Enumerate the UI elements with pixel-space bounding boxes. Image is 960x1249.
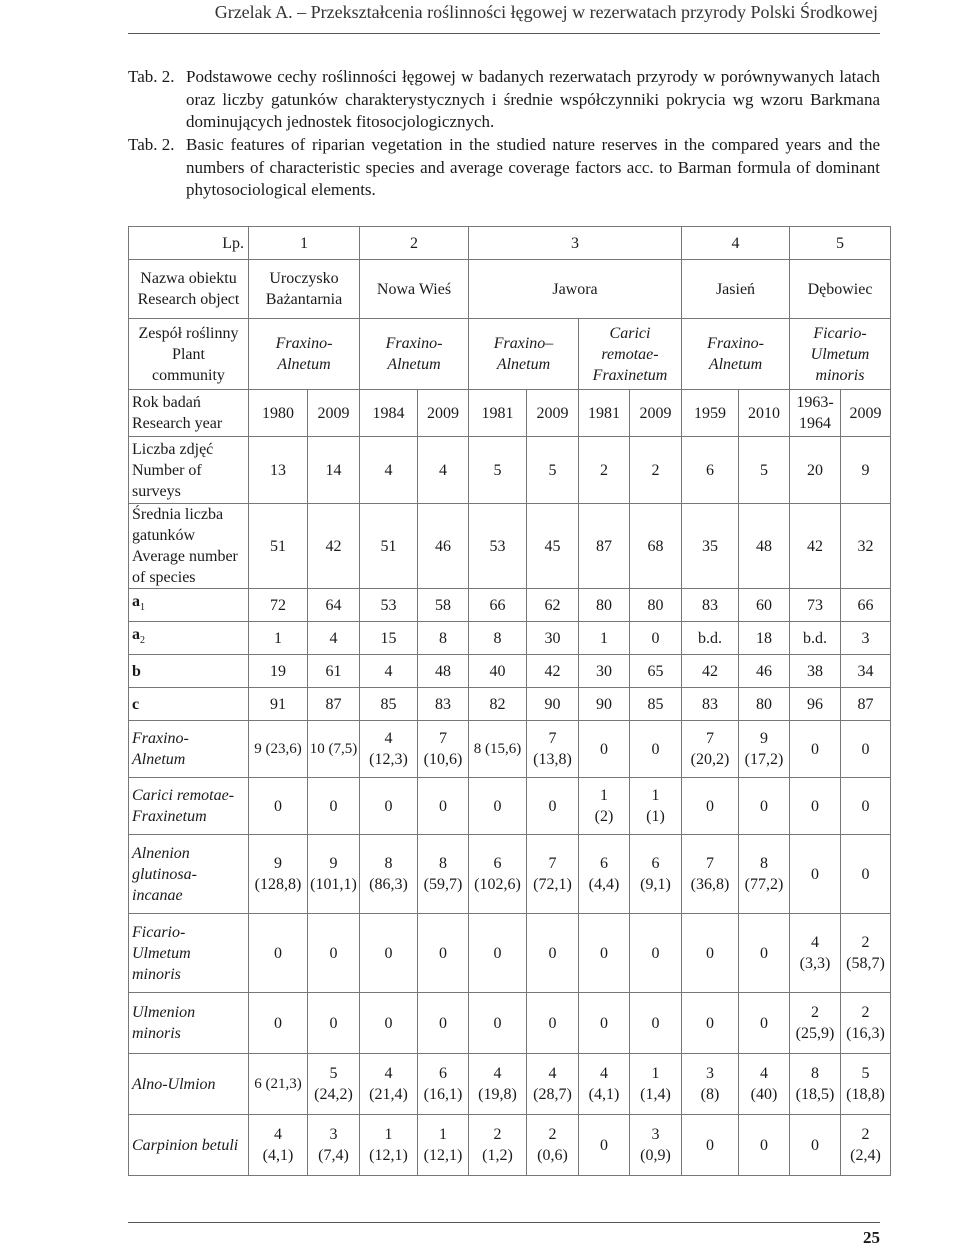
lp-num: 4: [682, 227, 790, 260]
lp-num: 5: [790, 227, 891, 260]
research-year-row: [129, 390, 891, 437]
ficario-row: [129, 914, 891, 993]
a2-row: [129, 622, 891, 655]
caption-polish: [128, 66, 880, 134]
a2-cell: 1: [249, 622, 308, 655]
a1-cell: 80: [630, 589, 682, 622]
a1-cell: 64: [308, 589, 360, 622]
a2-cell: 8: [418, 622, 469, 655]
species-cell: 0: [682, 993, 739, 1054]
species-cell: 4 (28,7): [527, 1054, 579, 1115]
caption-pl-label: Tab. 2.: [128, 67, 175, 86]
species-cell: 0: [249, 993, 308, 1054]
community-name: Fraxino- Alnetum: [682, 319, 790, 390]
species-cell: 7 (36,8): [682, 835, 739, 914]
surveys-cell: 14: [308, 437, 360, 504]
a1-cell: 60: [739, 589, 790, 622]
surveys-cell: 4: [360, 437, 418, 504]
row-label: Fraxino- Alnetum: [129, 721, 249, 778]
species-cell: 0: [418, 914, 469, 993]
avg-species-cell: 48: [739, 504, 790, 589]
c-cell: 82: [469, 688, 527, 721]
species-cell: 0: [630, 914, 682, 993]
species-cell: 0: [249, 914, 308, 993]
alno-ulmion-row: [129, 1054, 891, 1115]
object-name: Dębowiec: [790, 260, 891, 319]
species-cell: 4 (19,8): [469, 1054, 527, 1115]
a2-cell: 15: [360, 622, 418, 655]
species-cell: 2 (1,2): [469, 1115, 527, 1176]
a2-cell: 4: [308, 622, 360, 655]
avg-species-cell: 68: [630, 504, 682, 589]
row-label: Ficario- Ulmetum minoris: [129, 914, 249, 993]
species-cell: 0: [630, 993, 682, 1054]
species-cell: 1 (1,4): [630, 1054, 682, 1115]
species-cell: 0: [739, 993, 790, 1054]
b-cell: 42: [682, 655, 739, 688]
a1-cell: 73: [790, 589, 841, 622]
row-label: Ulmenion minoris: [129, 993, 249, 1054]
surveys-cell: 20: [790, 437, 841, 504]
lp-label: Lp.: [129, 227, 249, 260]
c-cell: 96: [790, 688, 841, 721]
c-cell: 90: [579, 688, 630, 721]
surveys-cell: 13: [249, 437, 308, 504]
year-cell: 1959: [682, 390, 739, 437]
row-label: Liczba zdjęć Number of surveys: [129, 437, 249, 504]
species-cell: 1 (1): [630, 778, 682, 835]
object-name: Jasień: [682, 260, 790, 319]
community-name: Ficario- Ulmetum minoris: [790, 319, 891, 390]
species-cell: 0: [682, 1115, 739, 1176]
species-cell: 6 (9,1): [630, 835, 682, 914]
species-cell: 8 (59,7): [418, 835, 469, 914]
species-cell: 0: [579, 914, 630, 993]
species-cell: 0: [790, 835, 841, 914]
species-cell: 0: [418, 778, 469, 835]
lp-num: 2: [360, 227, 469, 260]
species-cell: 8 (18,5): [790, 1054, 841, 1115]
vegetation-table: [128, 226, 891, 1176]
species-cell: 9 (128,8): [249, 835, 308, 914]
a1-cell: 72: [249, 589, 308, 622]
c-cell: 83: [682, 688, 739, 721]
b-cell: 30: [579, 655, 630, 688]
species-cell: 0: [527, 778, 579, 835]
caption-en-label: Tab. 2.: [128, 135, 175, 154]
avg-species-cell: 32: [841, 504, 891, 589]
species-cell: 0: [579, 993, 630, 1054]
running-header: Grzelak A. – Przekształcenia roślinności łęgowej w rezerwatach przyrody Polski Środkowej: [214, 2, 878, 22]
surveys-cell: 5: [739, 437, 790, 504]
a2-cell: b.d.: [790, 622, 841, 655]
species-cell: 0: [682, 778, 739, 835]
a2-cell: 3: [841, 622, 891, 655]
c-cell: 80: [739, 688, 790, 721]
species-cell: 0: [739, 778, 790, 835]
surveys-cell: 9: [841, 437, 891, 504]
c-cell: 85: [630, 688, 682, 721]
community-name: Fraxino- Alnetum: [360, 319, 469, 390]
fraxino-alnetum-row: [129, 721, 891, 778]
species-cell: 0: [469, 914, 527, 993]
species-cell: 0: [630, 721, 682, 778]
species-cell: 0: [841, 721, 891, 778]
b-cell: 4: [360, 655, 418, 688]
a1-cell: 58: [418, 589, 469, 622]
c-cell: 83: [418, 688, 469, 721]
lp-num: 3: [469, 227, 682, 260]
species-cell: 6 (102,6): [469, 835, 527, 914]
species-cell: 3 (0,9): [630, 1115, 682, 1176]
year-cell: 2010: [739, 390, 790, 437]
c-cell: 91: [249, 688, 308, 721]
species-cell: 4 (4,1): [249, 1115, 308, 1176]
surveys-cell: 4: [418, 437, 469, 504]
year-cell: 1963- 1964: [790, 390, 841, 437]
year-cell: 2009: [308, 390, 360, 437]
b-cell: 46: [739, 655, 790, 688]
avg-species-cell: 46: [418, 504, 469, 589]
surveys-cell: 2: [579, 437, 630, 504]
header-rule: [128, 33, 880, 34]
species-cell: 0: [469, 778, 527, 835]
species-cell: 7 (72,1): [527, 835, 579, 914]
alnenion-row: [129, 835, 891, 914]
object-name: Uroczysko Bażantarnia: [249, 260, 360, 319]
species-cell: 0: [527, 993, 579, 1054]
b-row: [129, 655, 891, 688]
year-cell: 2009: [630, 390, 682, 437]
species-cell: 9 (17,2): [739, 721, 790, 778]
species-cell: 0: [739, 914, 790, 993]
b-cell: 42: [527, 655, 579, 688]
species-cell: 0: [790, 778, 841, 835]
species-cell: 2 (0,6): [527, 1115, 579, 1176]
row-label: Rok badań Research year: [129, 390, 249, 437]
surveys-cell: 6: [682, 437, 739, 504]
a1-cell: 53: [360, 589, 418, 622]
species-cell: 0: [308, 993, 360, 1054]
b-cell: 19: [249, 655, 308, 688]
species-cell: 1 (2): [579, 778, 630, 835]
year-cell: 1984: [360, 390, 418, 437]
avg-species-cell: 35: [682, 504, 739, 589]
a1-cell: 83: [682, 589, 739, 622]
avg-species-cell: 53: [469, 504, 527, 589]
avg-species-cell: 45: [527, 504, 579, 589]
species-cell: 8 (77,2): [739, 835, 790, 914]
row-label: Carici remotae- Fraxinetum: [129, 778, 249, 835]
c-cell: 90: [527, 688, 579, 721]
species-cell: 6 (16,1): [418, 1054, 469, 1115]
b-cell: 65: [630, 655, 682, 688]
species-cell: 0: [527, 914, 579, 993]
surveys-cell: 5: [469, 437, 527, 504]
row-label: Średnia liczba gatunków Average number of species: [129, 504, 249, 589]
avg-species-cell: 87: [579, 504, 630, 589]
lp-num: 1: [249, 227, 360, 260]
caption-pl-text: Podstawowe cechy roślinności łęgowej w badanych rezerwatach przyrody w porównywanych latach oraz liczby gatunków charakterystycznych i średnie współczynniki pokrycia wg wzoru Barkmana dominujących jednostek fitosocjologicznych.: [186, 67, 880, 131]
number-of-surveys-row: [129, 437, 891, 504]
ulmenion-row: [129, 993, 891, 1054]
row-label: Alno-Ulmion: [129, 1054, 249, 1115]
carpinion-row: [129, 1115, 891, 1176]
species-cell: 0: [308, 778, 360, 835]
a1-cell: 66: [841, 589, 891, 622]
row-label: c: [129, 688, 249, 721]
species-cell: 7 (10,6): [418, 721, 469, 778]
avg-species-cell: 42: [308, 504, 360, 589]
a1-row: [129, 589, 891, 622]
species-cell: 0: [739, 1115, 790, 1176]
year-cell: 2009: [418, 390, 469, 437]
year-cell: 1981: [469, 390, 527, 437]
a2-cell: 18: [739, 622, 790, 655]
species-cell: 0: [469, 993, 527, 1054]
species-cell: 8 (86,3): [360, 835, 418, 914]
species-cell: 4 (12,3): [360, 721, 418, 778]
footer-rule: [128, 1222, 880, 1223]
species-cell: 5 (24,2): [308, 1054, 360, 1115]
avg-species-cell: 51: [360, 504, 418, 589]
a2-cell: 0: [630, 622, 682, 655]
average-species-row: [129, 504, 891, 589]
species-cell: 4 (21,4): [360, 1054, 418, 1115]
species-cell: 0: [682, 914, 739, 993]
caption-en-text: Basic features of riparian vegetation in the studied nature reserves in the compared years and the numbers of characteristic species and average coverage factors acc. to Barman formula of dominant phytosociological elements.: [186, 135, 880, 199]
species-cell: 0: [790, 1115, 841, 1176]
species-cell: 0: [418, 993, 469, 1054]
species-cell: 0: [841, 835, 891, 914]
b-cell: 48: [418, 655, 469, 688]
species-cell: 6 (21,3): [249, 1054, 308, 1115]
community-name: Fraxino– Alnetum: [469, 319, 579, 390]
species-cell: 0: [790, 721, 841, 778]
species-cell: 7 (20,2): [682, 721, 739, 778]
species-cell: 9 (101,1): [308, 835, 360, 914]
b-cell: 34: [841, 655, 891, 688]
c-row: [129, 688, 891, 721]
species-cell: 4 (3,3): [790, 914, 841, 993]
c-cell: 87: [308, 688, 360, 721]
surveys-cell: 2: [630, 437, 682, 504]
species-cell: 1 (12,1): [418, 1115, 469, 1176]
c-cell: 87: [841, 688, 891, 721]
page-number: 25: [863, 1228, 880, 1247]
community-name: Fraxino- Alnetum: [249, 319, 360, 390]
plant-community-row: [129, 319, 891, 390]
a2-cell: 30: [527, 622, 579, 655]
row-label: Carpinion betuli: [129, 1115, 249, 1176]
species-cell: 0: [360, 778, 418, 835]
species-cell: 2 (58,7): [841, 914, 891, 993]
a1-cell: 80: [579, 589, 630, 622]
c-cell: 85: [360, 688, 418, 721]
species-cell: 3 (7,4): [308, 1115, 360, 1176]
a2-cell: 1: [579, 622, 630, 655]
species-cell: 4 (40): [739, 1054, 790, 1115]
caption-english: [128, 134, 880, 202]
species-cell: 4 (4,1): [579, 1054, 630, 1115]
species-cell: 2 (2,4): [841, 1115, 891, 1176]
species-cell: 2 (25,9): [790, 993, 841, 1054]
a1-cell: 62: [527, 589, 579, 622]
a2-cell: 8: [469, 622, 527, 655]
avg-species-cell: 51: [249, 504, 308, 589]
row-label: Alnenion glutinosa- incanae: [129, 835, 249, 914]
a1-cell: 66: [469, 589, 527, 622]
b-cell: 38: [790, 655, 841, 688]
species-cell: 5 (18,8): [841, 1054, 891, 1115]
row-label: $a_2$: [129, 622, 249, 655]
species-cell: 0: [841, 778, 891, 835]
species-cell: 0: [308, 914, 360, 993]
lp-row: [129, 227, 891, 260]
carici-row: [129, 778, 891, 835]
species-cell: 9 (23,6): [249, 721, 308, 778]
row-label: Zespół roślinny Plant community: [129, 319, 249, 390]
b-cell: 61: [308, 655, 360, 688]
research-object-row: [129, 260, 891, 319]
year-cell: 1981: [579, 390, 630, 437]
row-label: Nazwa obiektu Research object: [129, 260, 249, 319]
species-cell: 0: [579, 1115, 630, 1176]
species-cell: 3 (8): [682, 1054, 739, 1115]
row-label: b: [129, 655, 249, 688]
species-cell: 7 (13,8): [527, 721, 579, 778]
species-cell: 0: [360, 993, 418, 1054]
species-cell: 8 (15,6): [469, 721, 527, 778]
species-cell: 1 (12,1): [360, 1115, 418, 1176]
object-name: Jawora: [469, 260, 682, 319]
surveys-cell: 5: [527, 437, 579, 504]
species-cell: 0: [360, 914, 418, 993]
species-cell: 10 (7,5): [308, 721, 360, 778]
a2-cell: b.d.: [682, 622, 739, 655]
species-cell: 0: [579, 721, 630, 778]
year-cell: 2009: [841, 390, 891, 437]
community-name: Carici remotae- Fraxinetum: [579, 319, 682, 390]
year-cell: 1980: [249, 390, 308, 437]
species-cell: 0: [249, 778, 308, 835]
avg-species-cell: 42: [790, 504, 841, 589]
row-label: $a_1$: [129, 589, 249, 622]
species-cell: 2 (16,3): [841, 993, 891, 1054]
species-cell: 6 (4,4): [579, 835, 630, 914]
object-name: Nowa Wieś: [360, 260, 469, 319]
year-cell: 2009: [527, 390, 579, 437]
b-cell: 40: [469, 655, 527, 688]
